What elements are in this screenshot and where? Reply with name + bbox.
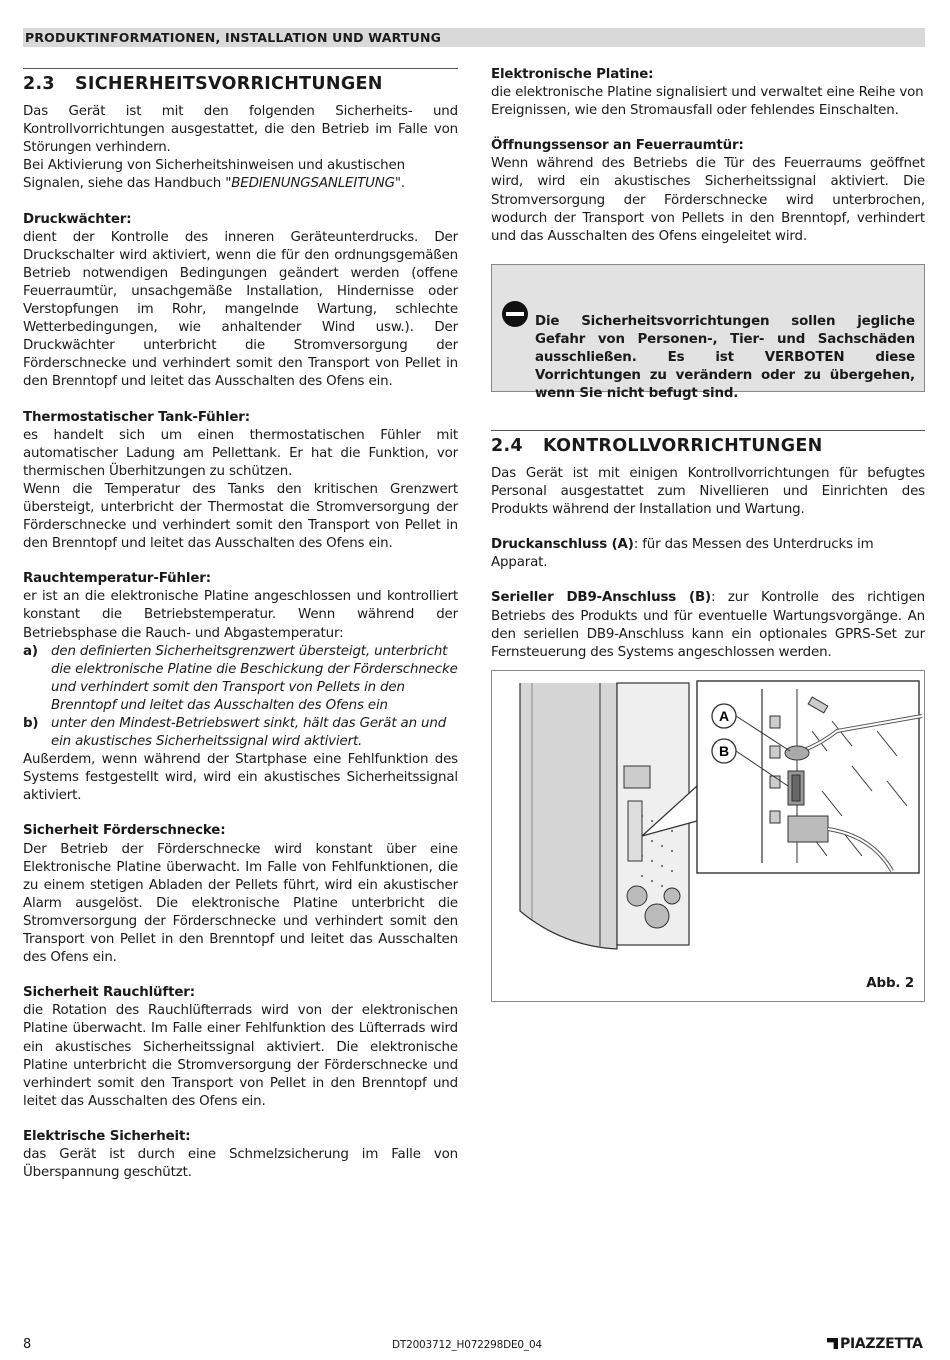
paragraph: das Gerät ist durch eine Schmelzsicherung im Falle von Überspannung geschützt.	[23, 1146, 458, 1181]
section-title-2-4	[491, 430, 925, 455]
section-title-text: SICHERHEITSVORRICHTUNGEN	[75, 74, 383, 94]
list-label: a)	[23, 643, 38, 659]
paragraph: er ist an die elektronische Platine angeschlossen und kontrolliert konstant die Betriebstemperatur. Wenn während der Betriebsphase die Rauch- und Abgastemperatur:	[23, 589, 458, 641]
document-code: DT2003712_H072298DE0_04	[392, 1339, 542, 1351]
label-a: A	[719, 707, 729, 724]
paragraph: Außerdem, wenn während der Startphase eine Fehlfunktion des Systems festgestellt wird, wird ein akustisches Sicherheitssignal aktiviert.	[23, 752, 458, 804]
paragraph: die Rotation des Rauchlüfterrads wird von der elektronischen Platine überwacht. Im Falle einer Fehlfunktion des Lüfterrads wird ein akustisches Sicherheitssignal aktiviert. Die elektronische Platine unterbricht die Stromversorgung der Förderschnecke und verhindert somit den Transport von Pellet in den Brenntopf und leitet das Ausschalten des Ofens ein.	[23, 1003, 458, 1109]
right-column	[491, 66, 925, 1002]
list-item	[23, 715, 458, 751]
section-number: 2.4	[491, 435, 523, 456]
subheading: Thermostatischer Tank-Fühler:	[23, 409, 250, 425]
section-title-text: KONTROLLVORRICHTUNGEN	[543, 435, 823, 456]
subheading: Öffnungssensor an Feuerraumtür:	[491, 138, 744, 154]
stove-connector-illustration	[492, 671, 924, 1001]
list-label: b)	[23, 716, 39, 731]
brand-name: PIAZZETTA	[840, 1336, 923, 1352]
warning-text: Die Sicherheitsvorrichtungen sollen jegliche Gefahr von Personen-, Tier- und Sachschäden ausschließen. Es ist VERBOTEN diese Vorrichtungen zu verändern oder zu übergehen, wenn Sie nicht befugt sind.	[535, 313, 915, 402]
term: Druckanschluss (A)	[491, 537, 634, 553]
paragraph	[23, 157, 458, 193]
subheading: Sicherheit Rauchlüfter:	[23, 985, 195, 1001]
text: : zur Kontrolle des richtigen Betriebs des Produkts und für eventuelle Wartungsvorgänge. An den seriellen DB9-Anschluss kann ein optionales GPRS-Set zur Fernsteuerung des Systems angeschlossen werden.	[491, 590, 925, 660]
text: Bei Aktivierung von Sicherheitshinweisen und akustischen Signalen, siehe das Handbuch "	[23, 158, 405, 192]
subheading: Rauchtemperatur-Fühler:	[23, 571, 211, 587]
subheading: Druckwächter:	[23, 211, 132, 227]
paragraph: Das Gerät ist mit einigen Kontrollvorrichtungen für befugtes Personal ausgestattet zum Nivellieren und Einrichten des Produkts während der Installation und Wartung.	[491, 465, 925, 518]
paragraph: Wenn während des Betriebs die Tür des Feuerraums geöffnet wird, wird ein akustisches Sicherheitssignal aktiviert. Die Stromversorgung der Förderschnecke wird unterbrochen, wodurch der Transport von Pellets in den Brenntopf, verhindert und das Ausschalten des Ofens eingeleitet wird.	[491, 156, 925, 244]
header-title: PRODUKTINFORMATIONEN, INSTALLATION UND WARTUNG	[25, 30, 442, 45]
logo-mark-icon	[827, 1338, 838, 1349]
paragraph: es handelt sich um einen thermostatischen Fühler mit automatischer Ladung am Pellettank. Er hat die Funktion, vor thermischen Überhitzungen zu schützen.	[23, 427, 458, 479]
paragraph: Der Betrieb der Förderschnecke wird konstant über eine Elektronische Platine überwacht. Im Falle von Fehlfunktionen, die zu einem stetigen Abladen der Pellets führt, wird ein akustischer Alarm ausgelöst. Die elektronische Platine unterbricht die Stromversorgung der Förderschnecke und verhindert somit den Transport von Pellet in den Brenntopf und leitet das Ausschalten des Ofens ein.	[23, 841, 458, 966]
paragraph: dient der Kontrolle des inneren Geräteunterdrucks. Der Druckschalter wird aktiviert, wenn die für den ordnungsgemäßen Betrieb notwendigen Bedingungen geändert werden (offene Feuerraumtür, unsachgemäße Installation, Hindernisse oder Verstopfungen im Rohr, mangelnde Wartung, schlechte Wetterbedingungen, wie anhaltender Wind usw.). Der Druckwächter unterbricht die Stromversorgung der Förderschnecke und verhindert somit den Transport von Pellet in den Brenntopf und leitet das Ausschalten des Ofens ein.	[23, 229, 458, 390]
prohibition-icon	[502, 301, 528, 327]
figure-abb-2	[491, 670, 925, 1002]
page-number: 8	[23, 1337, 32, 1352]
header-bar	[23, 28, 925, 47]
label-b: B	[719, 742, 729, 759]
manual-reference: BEDIENUNGSANLEITUNG	[231, 176, 395, 192]
text: : für das Messen des Unterdrucks im Apparat.	[491, 537, 874, 571]
section-number: 2.3	[23, 74, 55, 94]
text: ".	[394, 176, 406, 192]
subheading: Elektrische Sicherheit:	[23, 1128, 191, 1144]
paragraph: Wenn die Temperatur des Tanks den kritischen Grenzwert übersteigt, unterbricht der Thermostat die Stromversorgung der Förderschnecke und verhindert somit den Transport von Pellet in den Brenntopf und leitet das Ausschalten des Ofens ein.	[23, 481, 458, 552]
term: Serieller DB9-Anschluss (B)	[491, 590, 712, 606]
brand-logo	[827, 1336, 923, 1352]
list-text: den definierten Sicherheitsgrenzwert übersteigt, unterbricht die elektronische Platine die Beschickung der Förderschnecke und verhindert somit den Transport von Pellets in den Brenntopf und leitet das Ausschalten des Ofens ein	[51, 643, 458, 713]
paragraph: die elektronische Platine signalisiert und verwaltet eine Reihe von Ereignissen, wie den Stromausfall oder fehlendes Einschalten.	[491, 85, 924, 119]
figure-caption: Abb. 2	[866, 975, 914, 991]
left-column	[23, 68, 458, 1182]
paragraph	[491, 589, 925, 661]
list-text: unter den Mindest-Betriebswert sinkt, hält das Gerät an und ein akustisches Sicherheitssignal wird aktiviert.	[51, 716, 447, 750]
list-item	[23, 643, 458, 715]
subheading: Sicherheit Förderschnecke:	[23, 823, 226, 839]
section-title-2-3	[23, 68, 458, 93]
paragraph: Das Gerät ist mit den folgenden Sicherheits- und Kontrollvorrichtungen ausgestattet, die den Betrieb im Falle von Störungen verhindern.	[23, 104, 458, 156]
paragraph	[491, 536, 925, 572]
subheading: Elektronische Platine:	[491, 67, 654, 82]
warning-box	[491, 264, 925, 402]
